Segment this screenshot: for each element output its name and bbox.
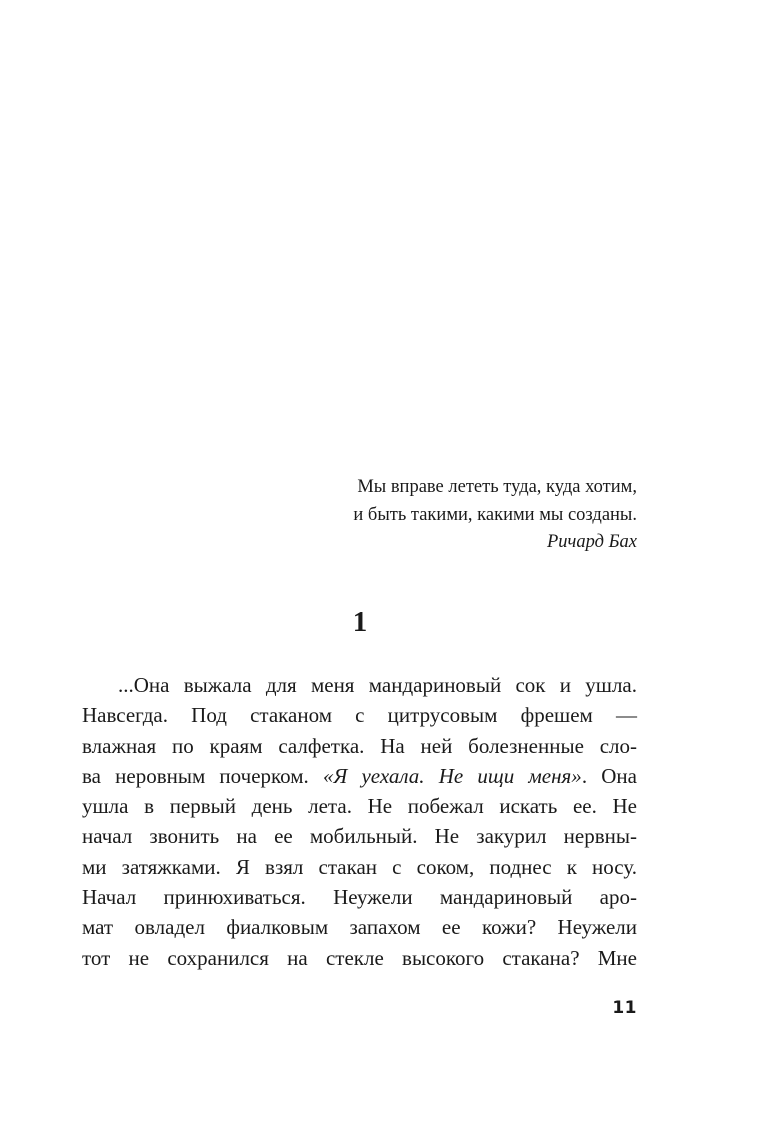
epigraph-line-2: и быть такими, какими мы созданы.: [353, 504, 637, 525]
italic-note-quote: «Я уехала. Не ищи меня»: [322, 763, 582, 788]
epigraph-line-1: Мы вправе лететь туда, куда хотим,: [357, 477, 637, 497]
page-number: 11: [612, 998, 637, 1018]
epigraph: [217, 474, 637, 557]
text-line: ...Она выжала для меня мандариновый сок и ушла.: [118, 673, 637, 697]
text-line: начал звонить на ее мобильный. Не закурил нервны-: [82, 824, 637, 849]
text-fragment: ва неровным почерком.: [82, 763, 323, 788]
text-line: влажная по краям салфетка. На ней болезненные сло-: [82, 733, 637, 758]
epigraph-author: Ричард Бах: [547, 532, 637, 552]
text-line: ушла в первый день лета. Не побежал искать ее. Не: [82, 794, 637, 819]
chapter-number: 1: [352, 606, 368, 638]
text-line: [82, 761, 637, 791]
chapter-body-text: [82, 670, 637, 973]
text-fragment: . Она: [581, 763, 637, 788]
text-line: тот не сохранился на стекле высокого стакана? Мне: [82, 945, 637, 970]
text-line: Навсегда. Под стаканом с цитрусовым фрешем —: [82, 703, 637, 728]
text-line: ми затяжками. Я взял стакан с соком, поднес к носу.: [82, 854, 637, 879]
text-line: Начал принюхиваться. Неужели мандариновый аро-: [82, 885, 637, 910]
text-line: мат овладел фиалковым запахом ее кожи? Неужели: [82, 915, 637, 940]
